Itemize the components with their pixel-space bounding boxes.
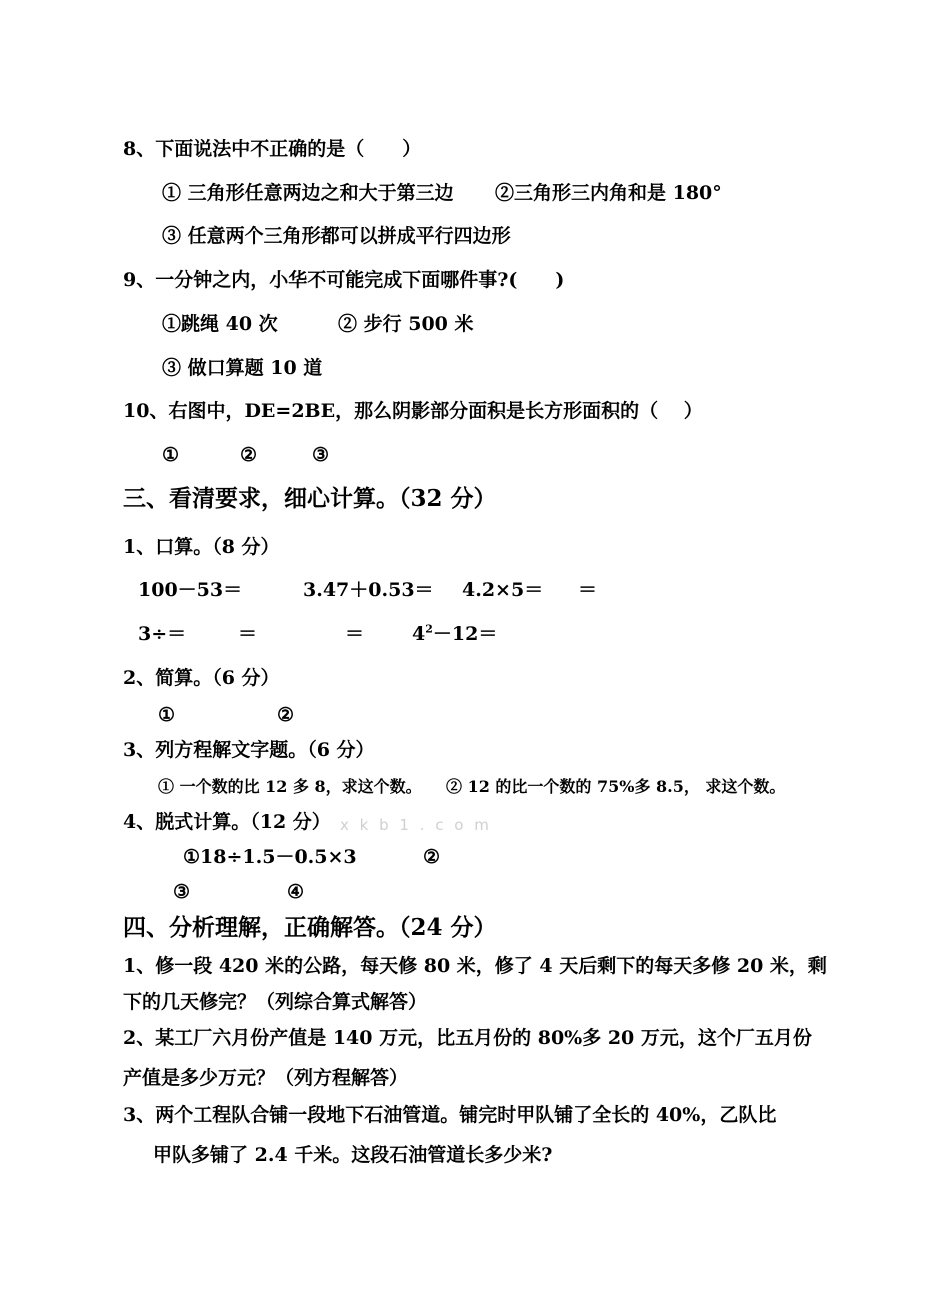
part3-heading: 三、看清要求，细心计算。（32 分） xyxy=(123,485,497,512)
equation-2: ② 12 的比一个数的 75%多 8.5， 求这个数。 xyxy=(446,777,786,796)
oral-calc-7: ＝ xyxy=(345,623,365,645)
oral-calc-5: 3÷＝ xyxy=(138,623,187,645)
oral-calc-1: 100－53＝ xyxy=(138,579,243,601)
problem-1-line-1: 1、修一段 420 米的公路，每天修 80 米，修了 4 天后剩下的每天多修 20 米，剩 xyxy=(123,955,827,977)
q9-option-1: ①跳绳 40 次 xyxy=(162,313,278,335)
q10-option-1: ① xyxy=(162,444,180,466)
q10-option-3: ③ xyxy=(312,444,330,466)
stepwise-1: ①18÷1.5－0.5×3 xyxy=(183,846,357,868)
part4-heading: 四、分析理解，正确解答。（24 分） xyxy=(123,914,497,941)
simplify-1: ① xyxy=(158,704,176,726)
q9-option-3: ③ 做口算题 10 道 xyxy=(162,357,323,379)
part3-s1-title: 1、口算。（8 分） xyxy=(123,536,280,558)
q10-stem: 10、右图中，DE=2BE，那么阴影部分面积是长方形面积的（ ） xyxy=(123,400,703,422)
problem-3-line-2: 甲队多铺了 2.4 千米。这段石油管道长多少米? xyxy=(153,1144,553,1166)
q9-option-2: ② 步行 500 米 xyxy=(338,313,474,335)
stepwise-4: ④ xyxy=(287,881,305,903)
power-exponent: 2 xyxy=(425,622,433,636)
stepwise-3: ③ xyxy=(173,881,191,903)
oral-calc-4: ＝ xyxy=(578,579,598,601)
q8-option-1: ① 三角形任意两边之和大于第三边 xyxy=(162,182,454,204)
q8-option-2: ②三角形三内角和是 180° xyxy=(495,182,722,204)
stepwise-2: ② xyxy=(423,846,441,868)
power-rest: －12＝ xyxy=(432,623,498,645)
q8-stem: 8、下面说法中不正确的是（ ） xyxy=(123,138,422,160)
q10-option-2: ② xyxy=(240,444,258,466)
q9-stem: 9、一分钟之内，小华不可能完成下面哪件事?( ) xyxy=(123,269,565,291)
part3-s3-title: 3、列方程解文字题。（6 分） xyxy=(123,739,375,761)
oral-calc-6: ＝ xyxy=(238,623,258,645)
problem-3-line-1: 3、两个工程队合铺一段地下石油管道。铺完时甲队铺了全长的 40%，乙队比 xyxy=(123,1104,777,1126)
problem-1-line-2: 下的几天修完？（列综合算式解答） xyxy=(123,991,428,1013)
part3-s2-title: 2、简算。（6 分） xyxy=(123,667,280,689)
problem-2-line-2: 产值是多少万元？（列方程解答） xyxy=(123,1067,409,1089)
watermark: x k b 1 . c o m xyxy=(340,816,492,834)
simplify-2: ② xyxy=(277,704,295,726)
power-base: 4 xyxy=(412,623,426,645)
oral-calc-8 xyxy=(412,622,497,646)
equation-1: ① 一个数的比 12 多 8，求这个数。 xyxy=(158,777,422,796)
problem-2-line-1: 2、某工厂六月份产值是 140 万元，比五月份的 80%多 20 万元，这个厂五月份 xyxy=(123,1027,812,1049)
oral-calc-2: 3.47＋0.53＝ xyxy=(303,579,434,601)
q8-option-3: ③ 任意两个三角形都可以拼成平行四边形 xyxy=(162,225,511,247)
part3-s4-title: 4、脱式计算。（12 分） xyxy=(123,811,331,833)
oral-calc-3: 4.2×5＝ xyxy=(462,579,544,601)
